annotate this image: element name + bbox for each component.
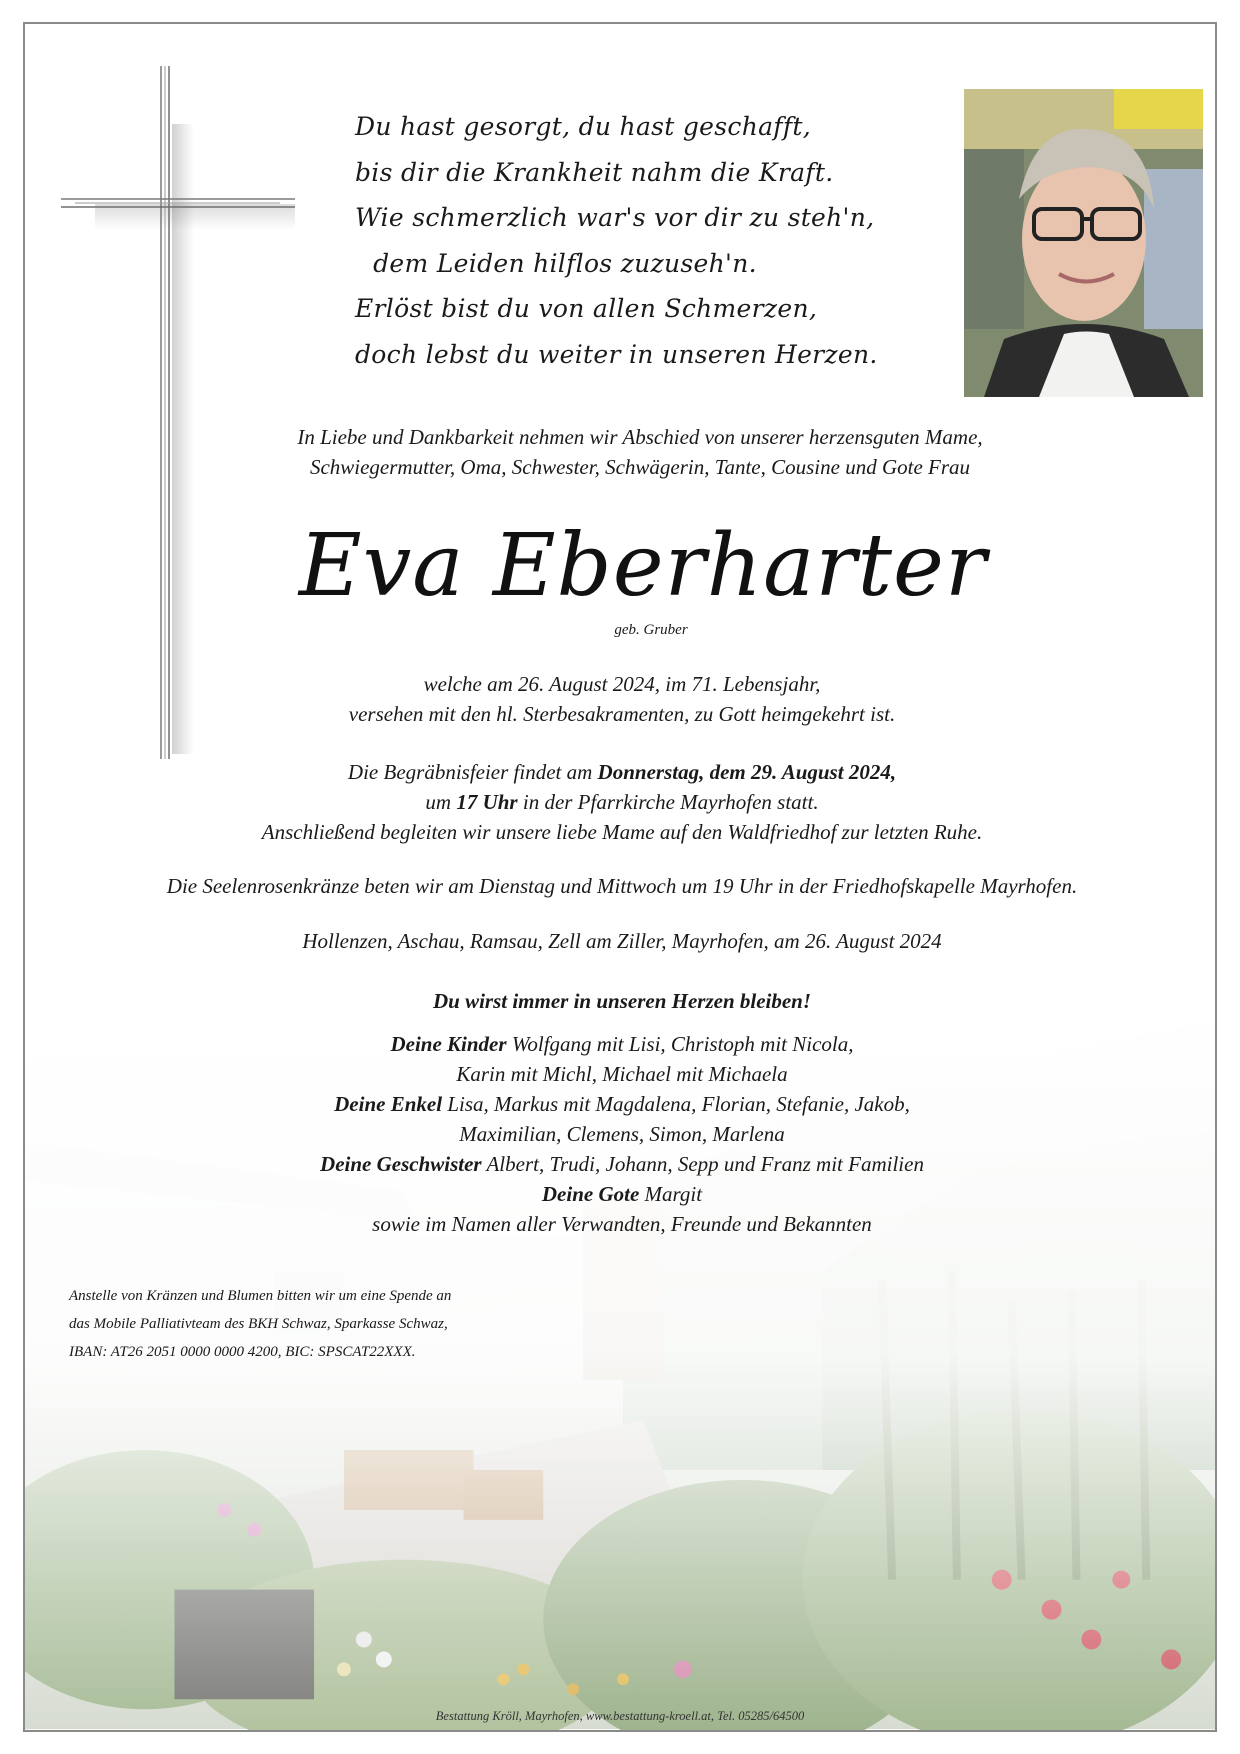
donation-line: das Mobile Palliativteam des BKH Schwaz, Sparkasse Schwaz, — [69, 1316, 448, 1332]
donation-line: Anstelle von Kränzen und Blumen bitten wir um eine Spende an — [69, 1288, 452, 1304]
funeral-text: um — [425, 790, 457, 814]
funeral-place: in der Pfarrkirche Mayrhofen statt. — [517, 790, 819, 814]
poem — [355, 104, 878, 377]
poem-line: Wie schmerzlich war's vor dir zu steh'n, — [355, 203, 875, 232]
rosary-info: Die Seelenrosenkränze beten wir am Dienstag und Mittwoch um 19 Uhr in der Friedhofskapelle Mayrhofen. — [166, 874, 1078, 898]
deceased-name: Eva Eberharter — [298, 516, 988, 616]
family-kinder — [72, 1029, 1172, 1059]
funeral-date: Donnerstag, dem 29. August 2024, — [597, 760, 897, 784]
intro-line: Schwiegermutter, Oma, Schwester, Schwägerin, Tante, Cousine und Gote Frau — [309, 455, 971, 479]
funeral-line-2 — [72, 787, 1172, 817]
family-kinder-2: Karin mit Michl, Michael mit Michaela — [456, 1062, 788, 1086]
funeral-line-1 — [72, 757, 1172, 787]
family-names: Margit — [639, 1182, 703, 1206]
family-list — [72, 1029, 1172, 1239]
places-date: Hollenzen, Aschau, Ramsau, Zell am Ziller, Mayrhofen, am 26. August 2024 — [302, 929, 942, 953]
family-names: Wolfgang mit Lisi, Christoph mit Nicola, — [506, 1032, 854, 1056]
maiden-name: geb. Gruber — [614, 622, 688, 638]
portrait-image — [964, 89, 1203, 397]
donation-note — [69, 1282, 589, 1366]
death-info — [72, 669, 1172, 729]
poem-line: Du hast gesorgt, du hast geschafft, — [355, 112, 812, 141]
poem-line: bis dir die Krankheit nahm die Kraft. — [355, 157, 834, 187]
family-names: Lisa, Markus mit Magdalena, Florian, Stefanie, Jakob, — [442, 1092, 910, 1116]
family-label: Deine Kinder — [390, 1032, 507, 1056]
family-geschwister — [72, 1149, 1172, 1179]
funeral-text: Die Begräbnisfeier findet am — [347, 760, 598, 784]
intro-text — [200, 422, 1080, 482]
family-label: Deine Geschwister — [320, 1152, 482, 1176]
family-enkel — [72, 1089, 1172, 1119]
family-label: Deine Gote — [541, 1182, 640, 1206]
death-line: versehen mit den hl. Sterbesakramenten, zu Gott heimgekehrt ist. — [348, 702, 896, 726]
funeral-home-footer: Bestattung Kröll, Mayrhofen, www.bestattung-kroell.at, Tel. 05285/64500 — [435, 1709, 805, 1723]
donation-line: IBAN: AT26 2051 0000 0000 4200, BIC: SPSCAT22XXX. — [69, 1344, 416, 1360]
family-gote — [72, 1179, 1172, 1209]
obituary-frame — [23, 22, 1217, 1732]
death-line: welche am 26. August 2024, im 71. Lebensjahr, — [423, 672, 821, 696]
family-closing: sowie im Namen aller Verwandten, Freunde und Bekannten — [372, 1212, 872, 1236]
funeral-info — [72, 757, 1172, 847]
family-label: Deine Enkel — [334, 1092, 443, 1116]
family-names: Albert, Trudi, Johann, Sepp und Franz mit Familien — [481, 1152, 924, 1176]
family-enkel-2: Maximilian, Clemens, Simon, Marlena — [459, 1122, 785, 1146]
funeral-line-3: Anschließend begleiten wir unsere liebe Mame auf den Waldfriedhof zur letzten Ruhe. — [261, 820, 983, 844]
poem-line: dem Leiden hilflos zuzuseh'n. — [373, 248, 757, 278]
motto-text: Du wirst immer in unseren Herzen bleiben! — [432, 989, 812, 1013]
funeral-time: 17 Uhr — [456, 790, 518, 814]
motto — [72, 986, 1172, 1016]
poem-line: Erlöst bist du von allen Schmerzen, — [355, 294, 818, 323]
portrait-photo — [964, 89, 1203, 397]
intro-line: In Liebe und Dankbarkeit nehmen wir Abschied von unserer herzensguten Mame, — [297, 425, 983, 449]
poem-line: doch lebst du weiter in unseren Herzen. — [355, 339, 878, 369]
